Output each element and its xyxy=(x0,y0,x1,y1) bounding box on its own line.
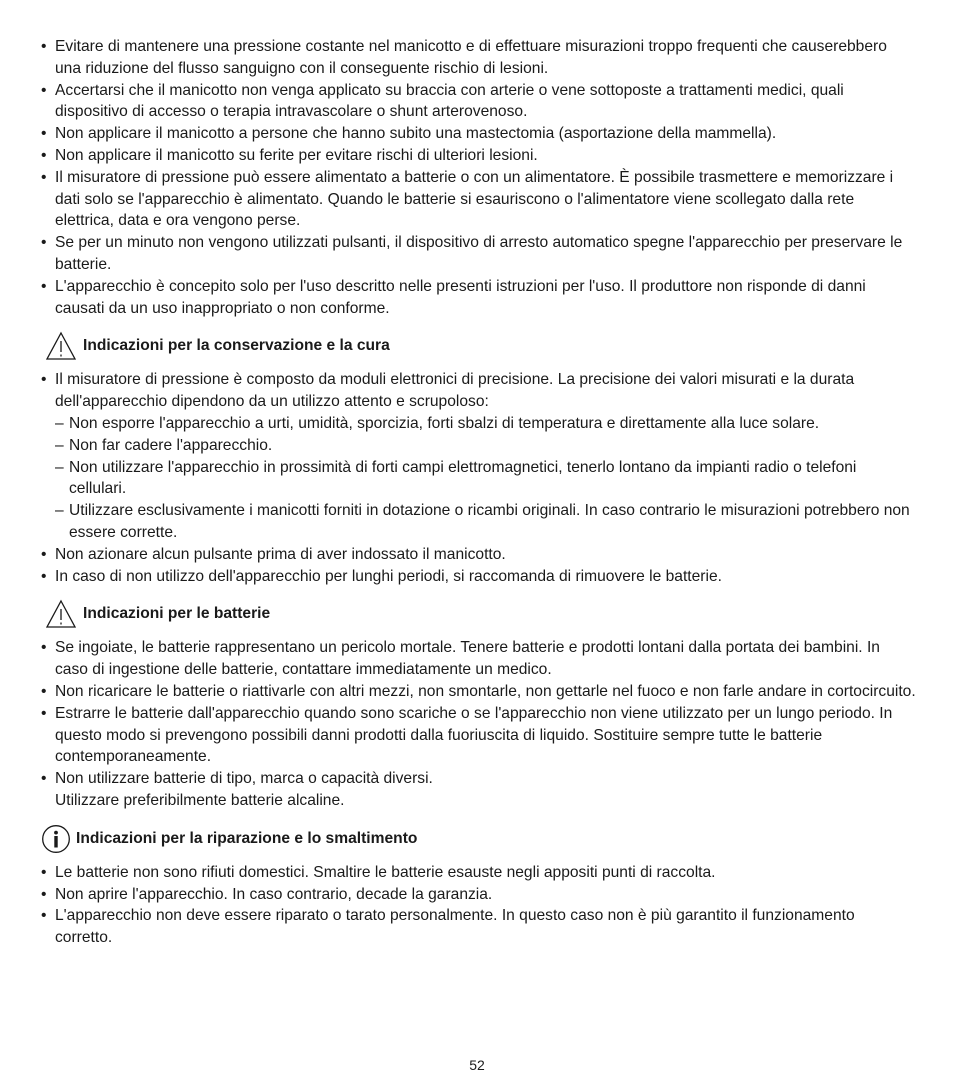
dash-item: – Utilizzare esclusivamente i manicotti forniti in dotazione o ricambi originali. In caso contrario le misurazioni potrebbero non essere corrette. xyxy=(41,500,916,544)
list-item: • Non azionare alcun pulsante prima di aver indossato il manicotto. xyxy=(41,544,916,566)
list-item: • Il misuratore di pressione può essere alimentato a batterie o con un alimentatore. È possibile trasmettere e memorizzare i dati solo se l'apparecchio è alimentato. Quando le batterie si esauriscono o l'alimentatore viene scollegato dalla rete elettrica, data e ora vengono perse. xyxy=(41,167,916,232)
list-item: • Evitare di mantenere una pressione costante nel manicotto e di effettuare misurazioni troppo frequenti che causerebbero una riduzione del flusso sanguigno con il conseguente rischio di lesioni. xyxy=(41,36,916,80)
care-bullet-list-after xyxy=(41,544,916,588)
care-dash-list xyxy=(41,413,916,544)
warning-triangle-icon xyxy=(45,331,77,361)
list-item: • Non applicare il manicotto su ferite per evitare rischi di ulteriori lesioni. xyxy=(41,145,916,167)
dash-item: – Non esporre l'apparecchio a urti, umidità, sporcizia, forti sbalzi di temperatura e direttamente alla luce solare. xyxy=(41,413,916,435)
list-item: • L'apparecchio non deve essere riparato o tarato personalmente. In questo caso non è più garantito il funzionamento corretto. xyxy=(41,905,916,949)
care-intro-text: Il misuratore di pressione è composto da moduli elettronici di precisione. La precisione dei valori misurati e la durata dell'apparecchio dipendono da un utilizzo attento e scrupoloso: xyxy=(55,371,855,411)
list-item: • In caso di non utilizzo dell'apparecchio per lunghi periodi, si raccomanda di rimuovere le batterie. xyxy=(41,566,916,588)
repair-heading-text: Indicazioni per la riparazione e lo smaltimento xyxy=(76,829,418,847)
page-number: 52 xyxy=(469,1057,485,1073)
battery-section-heading xyxy=(41,599,916,629)
battery-heading-text: Indicazioni per le batterie xyxy=(83,605,271,623)
dash-item: – Non far cadere l'apparecchio. xyxy=(41,435,916,457)
warning-triangle-icon xyxy=(45,599,77,629)
list-item: • Se per un minuto non vengono utilizzati pulsanti, il dispositivo di arresto automatico spegne l'apparecchio per preservare le batterie. xyxy=(41,232,916,276)
intro-bullet-list xyxy=(41,36,916,319)
list-item: • Accertarsi che il manicotto non venga applicato su braccia con arterie o vene sottoposte a trattamenti medici, quali dispositivo di accesso o terapia intravascolare o shunt arterovenoso. xyxy=(41,80,916,124)
list-item xyxy=(41,768,916,812)
repair-section-heading xyxy=(41,824,916,854)
list-item: • L'apparecchio è concepito solo per l'uso descritto nelle presenti istruzioni per l'uso. Il produttore non risponde di danni causati da un uso inappropriato o non conforme. xyxy=(41,276,916,320)
list-item: • Non applicare il manicotto a persone che hanno subito una mastectomia (asportazione della mammella). xyxy=(41,123,916,145)
repair-bullet-list xyxy=(41,862,916,949)
list-item xyxy=(41,369,916,413)
list-item-line: • Non utilizzare batterie di tipo, marca o capacità diversi. xyxy=(55,770,433,788)
list-item: • Se ingoiate, le batterie rappresentano un pericolo mortale. Tenere batterie e prodotti lontani dalla portata dei bambini. In caso di ingestione delle batterie, contattare immediatamente un medico. xyxy=(41,637,916,681)
care-bullet-list xyxy=(41,369,916,413)
info-circle-icon xyxy=(41,824,71,854)
document-page xyxy=(41,36,916,949)
list-item: • Non ricaricare le batterie o riattivarle con altri mezzi, non smontarle, non gettarle nel fuoco e non farle andare in cortocircuito. xyxy=(41,681,916,703)
list-item: • Le batterie non sono rifiuti domestici. Smaltire le batterie esauste negli appositi punti di raccolta. xyxy=(41,862,916,884)
care-heading-text: Indicazioni per la conservazione e la cura xyxy=(83,337,390,355)
list-item-line: Utilizzare preferibilmente batterie alcaline. xyxy=(55,791,345,809)
list-item: • Non aprire l'apparecchio. In caso contrario, decade la garanzia. xyxy=(41,884,916,906)
list-item: • Estrarre le batterie dall'apparecchio quando sono scariche o se l'apparecchio non viene utilizzato per un lungo periodo. In questo modo si prevengono possibili danni prodotti dalla fuoriuscita di liquido. Sostituire sempre tutte le batterie contemporaneamente. xyxy=(41,703,916,768)
care-section-heading xyxy=(41,331,916,361)
battery-bullet-list xyxy=(41,637,916,811)
dash-item: – Non utilizzare l'apparecchio in prossimità di forti campi elettromagnetici, tenerlo lontano da impianti radio o telefoni cellulari. xyxy=(41,457,916,501)
